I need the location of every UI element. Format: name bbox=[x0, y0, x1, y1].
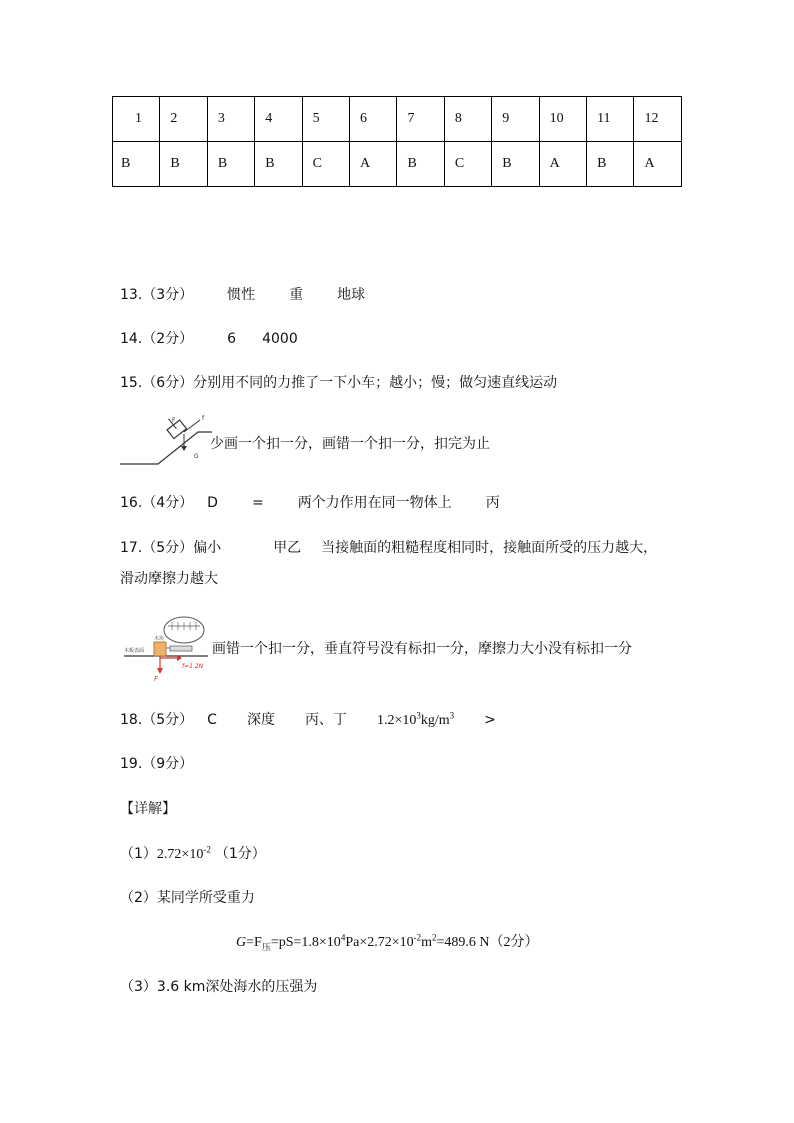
detail-heading: 【详解】 bbox=[120, 801, 176, 817]
friction-label: f bbox=[202, 415, 205, 422]
question-label: 13.（3分） bbox=[120, 287, 194, 303]
answer-cell: A bbox=[634, 142, 682, 187]
gravity-label: G bbox=[194, 453, 199, 460]
question-number-cell: 8 bbox=[444, 97, 491, 142]
density-answer: $1.2\times 10^3kg/m^3$ bbox=[376, 710, 455, 728]
answer-text: 6 bbox=[227, 331, 237, 347]
answer-cell: B bbox=[207, 142, 254, 187]
answer-text: > bbox=[484, 712, 496, 728]
question-label: 14.（2分） bbox=[120, 331, 194, 347]
answer-text: 偏小 bbox=[193, 540, 222, 556]
q19-part3: （3）3.6 km深处海水的压强为 bbox=[120, 979, 318, 995]
answer-cell: B bbox=[160, 142, 207, 187]
question-label: 16.（4分） bbox=[120, 495, 194, 511]
q17-figure-note: 画错一个扣一分，垂直符号没有标扣一分，摩擦力大小没有标扣一分 bbox=[212, 641, 632, 657]
answer-text: 甲乙 bbox=[273, 540, 302, 556]
answer-text: D bbox=[207, 495, 218, 511]
force-f-label: F bbox=[172, 417, 176, 424]
spring-scale bbox=[170, 646, 192, 651]
q19-part2: （2）某同学所受重力 bbox=[120, 890, 255, 906]
answer-text: 当接触面的粗糙程度相同时，接触面所受的压力越大， bbox=[321, 540, 658, 556]
question-label: 18.（5分） bbox=[120, 712, 194, 728]
answer-cell: A bbox=[539, 142, 586, 187]
question-14 bbox=[120, 328, 298, 348]
question-19: 19.（9分） bbox=[120, 756, 194, 772]
incline-force-diagram bbox=[118, 412, 214, 468]
answer-cell: B bbox=[255, 142, 302, 187]
answer-text: 地球 bbox=[337, 287, 366, 303]
question-17-continued: 滑动摩擦力越大 bbox=[120, 571, 218, 587]
question-number-cell: 3 bbox=[207, 97, 254, 142]
answer-cell: C bbox=[302, 142, 349, 187]
table-row bbox=[113, 142, 682, 187]
answer-table bbox=[112, 96, 682, 187]
gravity-arrowhead bbox=[181, 446, 187, 451]
answer-text: 重 bbox=[289, 287, 304, 303]
answer-cell: A bbox=[350, 142, 397, 187]
table-row bbox=[113, 97, 682, 142]
question-number-cell: 9 bbox=[492, 97, 539, 142]
friction-arrow bbox=[184, 420, 200, 432]
q15-figure-note: 少画一个扣一分，画错一个扣一分，扣完为止 bbox=[210, 436, 490, 452]
answer-cell: B bbox=[113, 142, 160, 187]
question-number-cell: 11 bbox=[587, 97, 634, 142]
board-label: 木板表面 bbox=[124, 648, 145, 654]
answer-text: 分别用不同的力推了一下小车；越小；慢；做匀速直线运动 bbox=[193, 375, 558, 391]
question-18 bbox=[120, 709, 496, 729]
answer-cell: C bbox=[444, 142, 491, 187]
question-number-cell: 4 bbox=[255, 97, 302, 142]
friction-experiment-diagram bbox=[124, 608, 212, 682]
gravity-formula: $G=F_压=pS=1.8\times 10^4Pa\times 2.72\times 10^{-2}m^2=489.6$ N（2分） bbox=[236, 932, 539, 952]
answer-text: 惯性 bbox=[227, 287, 256, 303]
question-16 bbox=[120, 492, 500, 512]
question-number-cell: 12 bbox=[634, 97, 682, 142]
wooden-block bbox=[154, 642, 166, 656]
question-15 bbox=[120, 372, 557, 392]
friction-value-label: f=1.2N bbox=[182, 663, 204, 670]
question-number-cell: 10 bbox=[539, 97, 586, 142]
q19-part1: $(1)2.72\times 10^{-2}$ （1分） bbox=[120, 844, 266, 862]
answer-text: C bbox=[207, 712, 217, 728]
pressure-arrowhead bbox=[157, 668, 163, 674]
question-label: 15.（6分） bbox=[120, 375, 194, 391]
answer-cell: B bbox=[492, 142, 539, 187]
question-number-cell: 2 bbox=[160, 97, 207, 142]
question-label: 17.（5分） bbox=[120, 540, 194, 556]
question-13 bbox=[120, 284, 365, 304]
answer-cell: B bbox=[397, 142, 444, 187]
question-number-cell: 7 bbox=[397, 97, 444, 142]
answer-text: 丙 bbox=[485, 495, 500, 511]
block-label: 木块 bbox=[154, 636, 165, 642]
question-number-cell: 6 bbox=[350, 97, 397, 142]
answer-text: 两个力作用在同一物体上 bbox=[297, 495, 452, 511]
answer-text: 丙、丁 bbox=[304, 712, 347, 728]
answer-text: = bbox=[251, 495, 264, 511]
question-number-cell: 1 bbox=[113, 97, 160, 142]
force-label: F bbox=[154, 675, 159, 682]
question-number-cell: 5 bbox=[302, 97, 349, 142]
answer-text: 深度 bbox=[246, 712, 275, 728]
answer-cell: B bbox=[587, 142, 634, 187]
question-17 bbox=[120, 537, 657, 557]
answer-text: 4000 bbox=[262, 331, 298, 347]
